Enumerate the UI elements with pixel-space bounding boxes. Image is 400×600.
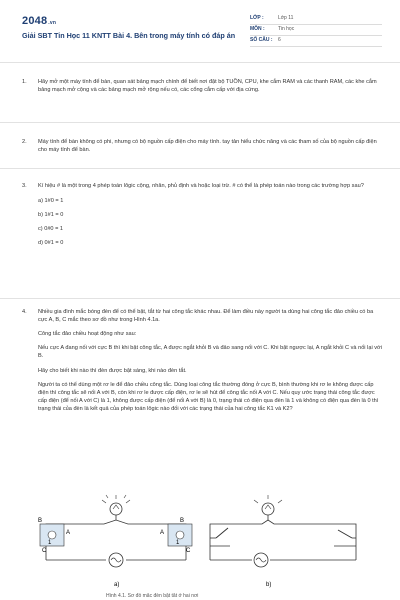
figure-caption: Hình 4.1. Sơ đồ mắc đèn bật tắt ở hai nơi [106,593,199,599]
meta-table [250,14,382,47]
meta-label: MÔN : [250,26,265,33]
site-logo[interactable]: 2048.vn [22,15,57,27]
lamp-icon [102,495,130,520]
question-paragraph: Nếu cực A đang nối với cực B thì khi bật công tắc, A được ngắt khỏi B và đảo sang nối với C. Khi bật ngược lại, A ngắt khỏi C và nối lại với B. [38,345,382,360]
question-2 [22,138,384,160]
meta-row-subject [250,25,382,36]
ac-source-icon [254,553,268,567]
answer-option: d) 0#1 = 0 [38,240,64,247]
switch-lever [216,528,228,538]
pole-label: C [42,548,47,554]
figure-label: b) [266,582,272,588]
pole-label: A [160,530,165,536]
pole-label: A [66,530,71,536]
lamp-icon [254,495,282,520]
question-text: Hãy mở một máy tính để bàn, quan sát bảng mạch chính để biết nơi đặt bộ TUỒN, CPU, khe cắm RAM và các thanh RAM, các khe cắm bảng mạch mở cộng và các bảng mạch mở rộng nếu có, các cổng cắm cấp với địa cứng. [38,79,377,94]
divider [0,168,400,169]
meta-label: SỐ CÂU : [250,37,273,44]
question-number: 2. [22,139,27,145]
question-3 [22,182,384,254]
meta-value: 6 [278,37,281,44]
question-1 [22,78,384,100]
switch-knob [176,531,184,539]
meta-row-grade [250,14,382,25]
question-paragraph: Hãy cho biết khi nào thì đèn được bật sáng, khi nào đèn tắt. [38,367,187,374]
ac-source-icon [109,553,123,567]
question-paragraph: Nhiều gia đình mắc bóng đèn để có thể bật, tắt từ hai công tắc khác nhau. Để làm điều này người ta dùng hai công tắc đảo chiều có ba cực A, B, C mắc theo sơ đồ như trong Hình 4.1a. [38,309,374,324]
meta-value: Tin học [278,26,295,33]
answer-option: a) 1#0 = 1 [38,198,64,205]
pole-label: B [38,518,43,524]
divider [0,62,400,63]
pole-label: C [186,548,191,554]
question-4 [22,308,384,419]
meta-row-count [250,36,382,47]
meta-label: LỚP : [250,15,264,22]
switch-state: 1 [48,540,52,546]
switch-lever [338,530,352,538]
divider [0,122,400,123]
circuit-figure-b [206,494,366,594]
pole-label: B [180,518,185,524]
figure-label: a) [114,582,120,588]
switch-state: 1 [176,540,180,546]
document-header [22,12,382,56]
question-paragraph: Người ta có thể dùng một rơ le để đảo chiều công tắc. Dùng loại công tắc thường đóng ở cực B, bình thường khi rơ le không được cấp điện thì công tắc sẽ nối A với B, còn khi rơ le được cấp điện, rơ le sẽ hút để công tắc nối A với C. Nếu quy ước trạng thái công tắc được cấp điện (để nối A với C) là 1, không được cấp điện (để nối A với B) là 0, trạng thái có điện qua đèn là 1 và không có điện qua đèn là 0 thì trạng thái của đèn là kết quả của phép toán lôgic nào đối với các trạng thái của hai công tắc K1 và K2? [38,381,379,412]
question-paragraph: Công tắc đảo chiều hoạt động như sau: [38,331,137,338]
question-number: 3. [22,183,27,189]
circuit-figure-a [36,494,196,594]
switch-knob [48,531,56,539]
divider [0,298,400,299]
document-title: Giải SBT Tin Học 11 KNTT Bài 4. Bên trong máy tính có đáp án [22,31,236,40]
question-text: Máy tính để bàn không có phi, nhưng có bộ nguồn cấp điện cho máy tính. tay tản hiểu chức năng và các tham số của bộ nguồn cấp điện cho máy tính để bàn. [38,139,377,154]
answer-option: b) 1#1 = 0 [38,212,64,219]
question-number: 4. [22,309,27,315]
answer-option: c) 0#0 = 1 [38,226,64,233]
meta-value: Lớp 11 [278,15,294,22]
question-text: Kí hiệu # là một trong 4 phép toán lôgic cộng, nhân, phủ định và hoặc loại trừ. # có thể là phép toán nào trong các trường hợp sau? [38,183,364,189]
question-number: 1. [22,79,27,85]
